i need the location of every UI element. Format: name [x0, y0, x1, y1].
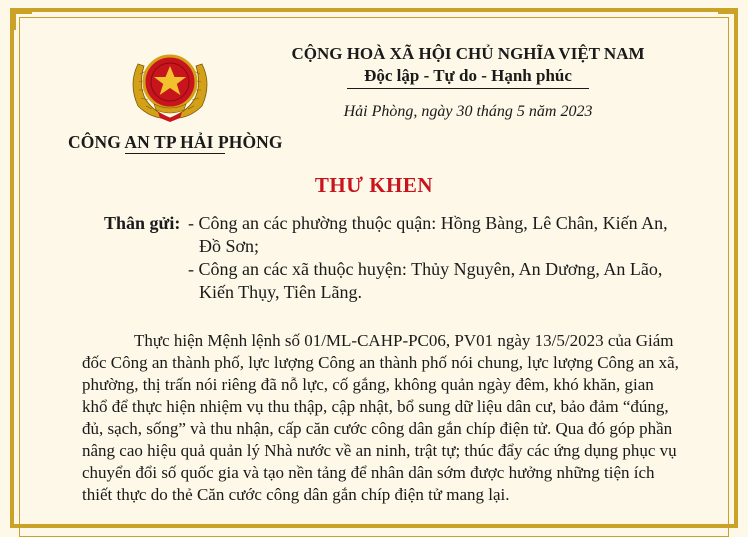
body-line: đủ, sạch, sống” và thu nhận, cấp căn cước công dân gắn chíp điện tử. Qua đó góp phần [82, 419, 673, 438]
agency-name: CÔNG AN TP HẢI PHÒNG [68, 132, 283, 152]
recipient-line: Đồ Sơn; [199, 236, 260, 256]
national-motto: Độc lập - Tự do - Hạnh phúc [364, 66, 572, 85]
body-line: nâng cao hiệu quả quản lý Nhà nước về an ninh, trật tự; thúc đẩy các ứng dụng phục vụ [82, 441, 677, 460]
date-place: Hải Phòng, ngày 30 tháng 5 năm 2023 [343, 103, 593, 120]
country-name: CỘNG HOÀ XÃ HỘI CHỦ NGHĨA VIỆT NAM [291, 44, 645, 63]
body-line: thiết thực do thẻ Căn cước công dân gắn chíp điện tử mang lại. [82, 485, 510, 504]
body-line: chuyển đổi số quốc gia và tạo nền tảng để nhân dân sớm được hưởng những tiện ích [82, 463, 655, 482]
document-title: THƯ KHEN [314, 173, 434, 197]
recipient-line: - Công an các phường thuộc quận: Hồng Bàng, Lê Chân, Kiến An, [188, 213, 668, 233]
body-line: khổ để thực hiện nhiệm vụ thu thập, cập nhật, bổ sung dữ liệu dân cư, bảo đảm “đúng, [82, 397, 669, 416]
recipient-line: Kiến Thụy, Tiên Lãng. [199, 282, 363, 302]
border-corner-ornament [14, 12, 32, 30]
agency-underline [125, 153, 225, 154]
body-line: đốc Công an thành phố, lực lượng Công an thành phố nói chung, lực lượng Công an xã, [82, 353, 679, 372]
recipients-label: Thân gửi: [104, 213, 181, 233]
recipient-line: - Công an các xã thuộc huyện: Thủy Nguyên, An Dương, An Lão, [188, 259, 663, 279]
police-emblem-icon [124, 44, 216, 122]
body-line: phường, thị trấn nói riêng đã nỗ lực, cố gắng, không quản ngày đêm, khó khăn, gian [82, 375, 654, 394]
motto-underline [347, 88, 589, 89]
body-line: Thực hiện Mệnh lệnh số 01/ML-CAHP-PC06, PV01 ngày 13/5/2023 của Giám [134, 331, 674, 350]
border-corner-ornament [718, 12, 736, 30]
